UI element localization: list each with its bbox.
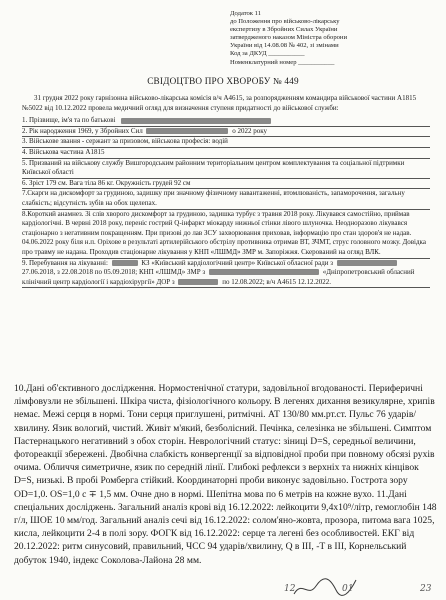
treatment-label: 9. Перебування на лікуванні: xyxy=(22,258,108,267)
field-birth-tail: о 2022 року xyxy=(232,126,268,135)
date-mark-year: 23 xyxy=(420,584,432,594)
treatment-text-1: КЗ «Київський кардіологічний центр» Київської обласної ради з xyxy=(141,258,334,267)
field-name-label: 1. Прізвище, ім'я та по батькові xyxy=(22,116,116,125)
annex-header xyxy=(230,10,440,67)
field-birth xyxy=(22,127,430,138)
redaction-mark xyxy=(146,128,228,134)
annex-line: України від 14.08.08 № 402, зі змінами xyxy=(230,42,339,50)
field-birth-label: 2. Рік народження 1969, у Збройних Сил xyxy=(22,126,143,135)
annex-line: Код за ДКУД ___________ xyxy=(230,50,305,58)
redaction-mark xyxy=(178,279,218,285)
intro-paragraph: 31 грудня 2022 року гарнізонна військово-лікарська комісія в/ч А4615, за розпорядженням командира військової частини А1815 №5022 від 10.12.2022 провела медичний огляд для визначення ступеня придатності до військової служби: xyxy=(22,94,417,112)
field-rank: 3. Військове звання - сержант за призовом, військова професія: водій xyxy=(22,137,430,148)
field-measurements: 6. Зріст 179 см. Вага тіла 86 кг. Окружність грудей 92 см xyxy=(22,179,430,190)
annex-line: Номенклатурний номер ___________ xyxy=(230,58,335,66)
annex-line: Додаток 11 xyxy=(230,10,262,17)
document-title: СВІДОЦТВО ПРО ХВОРОБУ № 449 xyxy=(147,76,299,86)
field-treatment xyxy=(22,259,430,289)
treatment-text-3: «Дніпропетровський обласний клінічний центр кардіології і кардіохірургії» ДОР з xyxy=(22,268,415,286)
date-mark-day: 12 xyxy=(284,584,296,594)
field-anamnesis: 8.Короткий анамнез. Зі слів хворого дискомфорт за грудиною, задишка турбує з травня 2018 року. Лікувався самостійно, приймав кардіологічні. В червні 2018 року, переніс гострий Q-інфаркт міокарду нижньої стінки лівого шлуночка. Неодноразово лікувався стаціонарно з негативним покращенням. При призові до лав ЗСУ захворювання приховав, інформацію про стан здоров'я не надав. 04.06.2022 року біля н.п. Оріхове в результаті артилерійського обстрілу противника отримав ВТ, ЗЧМТ, струс головного мозку. Довідка про травму не надана. Проходив стаціонарне лікування у КНП «ЛШМД» ЗМР м. Запоріжжя. Скерований на огляд ВЛК. xyxy=(22,210,430,259)
annex-line: експертизу в Збройних Силах України xyxy=(230,26,338,34)
field-name xyxy=(22,116,430,127)
field-complaints: 7.Скарги на дискомфорт за грудиною, задишку при значному фізичному навантаженні, втомлюваність, запаморочення, загальну слабкість; відсутність зубів на обох щелепах. xyxy=(22,189,430,209)
document-body xyxy=(22,94,430,288)
field-unit: 4. Військова частина А1815 xyxy=(22,148,430,159)
field-conscription: 5. Призваний на військову службу Вишгородським районним територіальним центром комплектування та соціальної підтримки Київської області xyxy=(22,159,430,179)
annex-line: затвердженого наказом Міністра оборони xyxy=(230,34,347,42)
examination-section xyxy=(14,382,438,567)
handwritten-date-marks xyxy=(280,582,446,598)
redaction-mark xyxy=(209,269,319,275)
redaction-mark xyxy=(112,260,138,266)
examination-text: 10.Дані об'єктивного дослідження. Нормостенічної статури, задовільної вгодованості. Периферичні лімфовузли не збільшені. Шкіра чиста, фізіологічного кольору. В легенях дихання везикулярне, хрипів немає. Межі серця в нормі. Тони серця приглушені, ритмічні. АТ 130/80 мм.рт.ст. Пульс 76 ударів/хвилину. Язик вологий, чистий. Живіт м'який, безболісний. Печінка, селезінка не збільшені. Симптом Пастернацького негативний з обох сторін. Неврологічний статус: зіниці D=S, середньої величини, фотореакції збережені. Двобічна слабкість конвергенції за відповідної проби при повному обсязі рухів очима. Обличчя симетричне, язик по середній лінії. Глибокі рефлекси з верхніх та нижніх кінцівок D=S, низькі. В пробі Ромберга стійкий. Координаторні проби виконує задовільно. Гострота зору OD=1,0. OS=1,0 с ∓ 1,5 мм. Очне дно в нормі. Шепітна мова по 6 метрів на кожне вухо. 11.Дані спеціальних досліджень. Загальний аналіз крові від 16.12.2022: лейкоцити 9,4x10⁹/літр, гемоглобін 148 г/л, ШОЕ 10 мм/год. Загальний аналіз сечі від 16.12.2022: солом'яно-жовта, прозора, питома вага 1025, кисла, лейкоцити 2-4 в полі зору. ФОГК від 16.12.2022: серце та легені без особливостей. ЕКГ від 20.12.2022: ритм синусовий, правильний, ЧСС 94 ударів/хвилину, Q в III, -T в III, Корнельський добуток 1940, індекс Соколова-Лайона 28 мм. xyxy=(14,383,437,566)
treatment-text-2: 27.06.2018, з 22.08.2018 по 05.09.2018; КНП «ЛШМД» ЗМР з xyxy=(22,268,206,277)
treatment-text-4: по 12.08.2022; в/ч А4615 12.12.2022. xyxy=(222,277,331,286)
redaction-mark xyxy=(121,118,271,124)
date-mark-month: 01 xyxy=(342,584,354,594)
annex-line: до Положення про військово-лікарську xyxy=(230,18,340,26)
redaction-mark xyxy=(337,260,397,266)
